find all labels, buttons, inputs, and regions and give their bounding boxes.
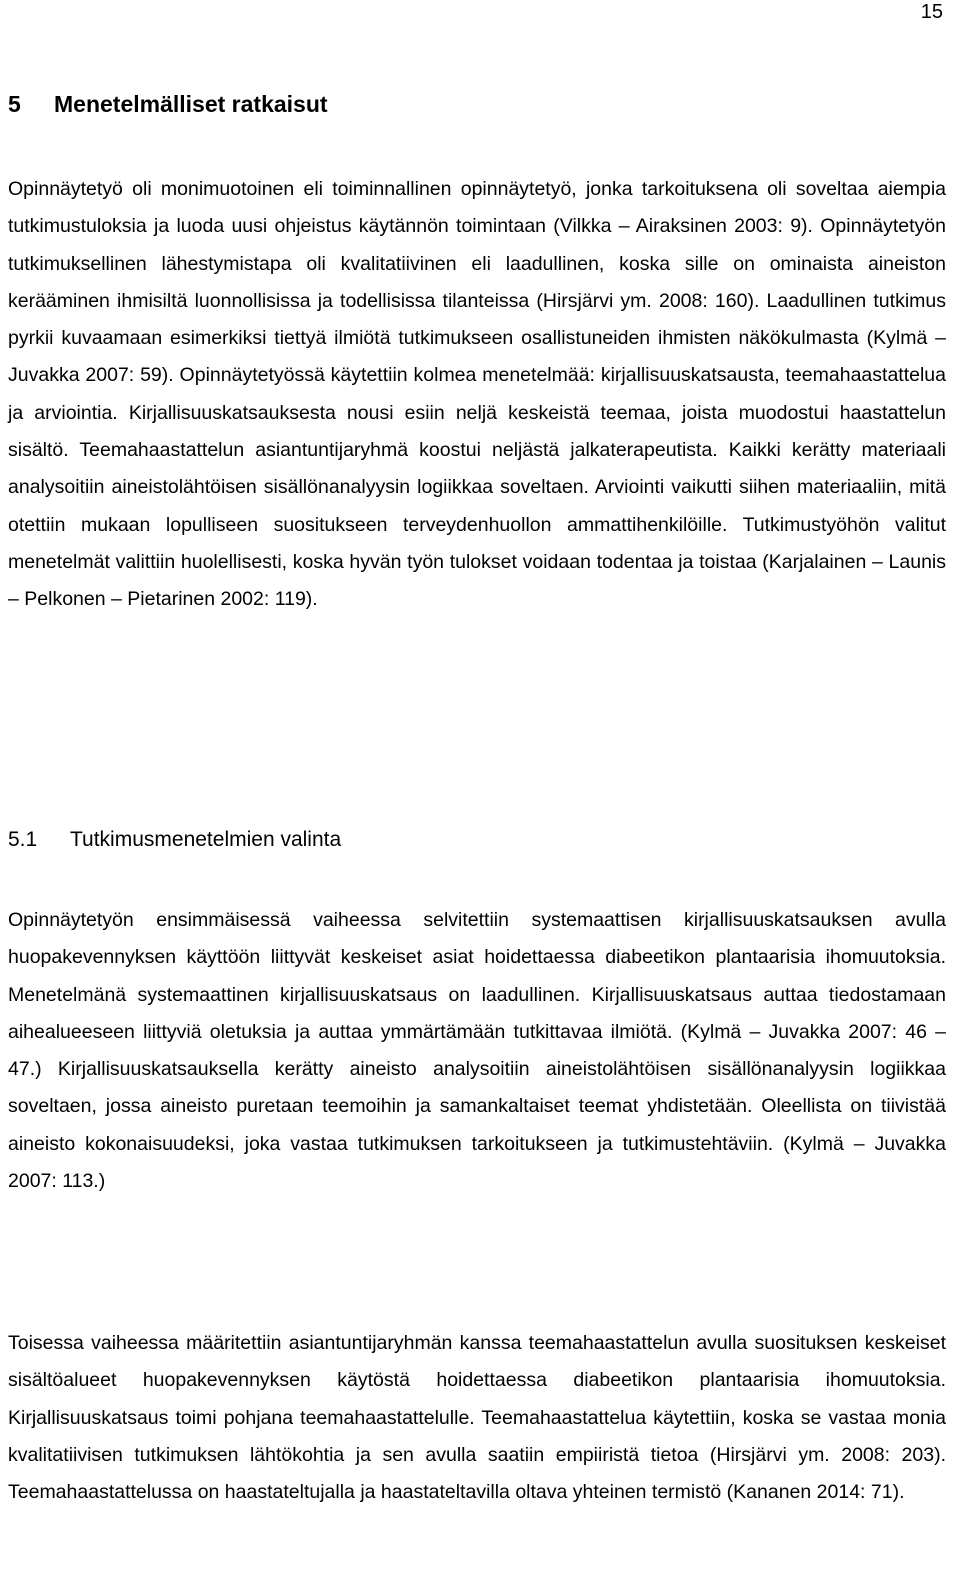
section-number: 5 [8,91,21,117]
subsection-heading [8,825,341,855]
page-number: 15 [920,1,943,23]
section-paragraph: Opinnäytetyö oli monimuotoinen eli toiminnallinen opinnäytetyö, jonka tarkoituksena oli soveltaa aiempia tutkimustuloksia ja luoda uusi ohjeistus käytännön toimintaan (Vilkka – Airaksinen 2003: 9). Opinnäytetyön tutkimuksellinen lähestymistapa oli kvalitatiivinen eli laadullinen, koska sille on ominaista aineiston kerääminen ihmisiltä luonnollisissa ja todellisissa tilanteissa (Hirsjärvi ym. 2008: 160). Laadullinen tutkimus pyrkii kuvaamaan esimerkiksi tiettyä ilmiötä tutkimukseen osallistuneiden ihmisten näkökulmasta (Kylmä – Juvakka 2007: 59). Opinnäytetyössä käytettiin kolmea menetelmää: kirjallisuuskatsausta, teemahaastattelua ja arviointia. Kirjallisuuskatsauksesta nousi esiin neljä keskeistä teemaa, joista muodostui haastattelun sisältö. Teemahaastattelun asiantuntijaryhmä koostui neljästä jalkaterapeutista. Kaikki kerätty materiaali analysoitiin aineistolähtöisen sisällönanalyysin logiikkaa soveltaen. Arviointi vaikutti siihen materiaaliin, mitä otettiin mukaan lopulliseen suositukseen terveydenhuollon ammattihenkilöille. Tutkimustyöhön valitut menetelmät valittiin huolellisesti, koska hyvän työn tulokset voidaan todentaa ja toistaa (Karjalainen – Launis – Pelkonen – Pietarinen 2002: 119). [8,178,946,611]
section-title: Menetelmälliset ratkaisut [54,91,328,117]
subsection-title: Tutkimusmenetelmien valinta [70,828,342,851]
subsection-paragraph-2: Toisessa vaiheessa määritettiin asiantuntijaryhmän kanssa teemahaastattelun avulla suosituksen keskeiset sisältöalueet huopakevennyksen käytöstä hoidettaessa diabeetikon plantaarisia ihomuutoksia. Kirjallisuuskatsaus toimi pohjana teemahaastattelulle. Teemahaastattelua käytettiin, koska se vastaa monia kvalitatiivisen tutkimuksen lähtökohtia ja sen avulla saatiin empiiristä tietoa (Hirsjärvi ym. 2008: 203). Teemahaastattelussa on haastateltujalla ja haastateltavilla oltava yhteinen termistö (Kananen 2014: 71). [8,1332,946,1504]
section-heading [8,89,328,119]
subsection-number: 5.1 [8,828,38,851]
subsection-paragraph-1: Opinnäytetyön ensimmäisessä vaiheessa selvitettiin systemaattisen kirjallisuuskatsauksen avulla huopakevennyksen käyttöön liittyvät keskeiset asiat hoidettaessa diabeetikon plantaarisia ihomuutoksia. Menetelmänä systemaattinen kirjallisuuskatsaus on laadullinen. Kirjallisuuskatsaus auttaa tiedostamaan aihealueeseen liittyviä oletuksia ja auttaa ymmärtämään tutkittavaa ilmiötä. (Kylmä – Juvakka 2007: 46 – 47.) Kirjallisuuskatsauksella kerätty aineisto analysoitiin aineistolähtöisen sisällönanalyysin logiikkaa soveltaen, jossa aineisto puretaan teemoihin ja samankaltaiset teemat yhdistetään. Oleellista on tiivistää aineisto kokonaisuudeksi, joka vastaa tutkimuksen tarkoitukseen ja tutkimustehtäviin. (Kylmä – Juvakka 2007: 113.) [8,909,946,1193]
